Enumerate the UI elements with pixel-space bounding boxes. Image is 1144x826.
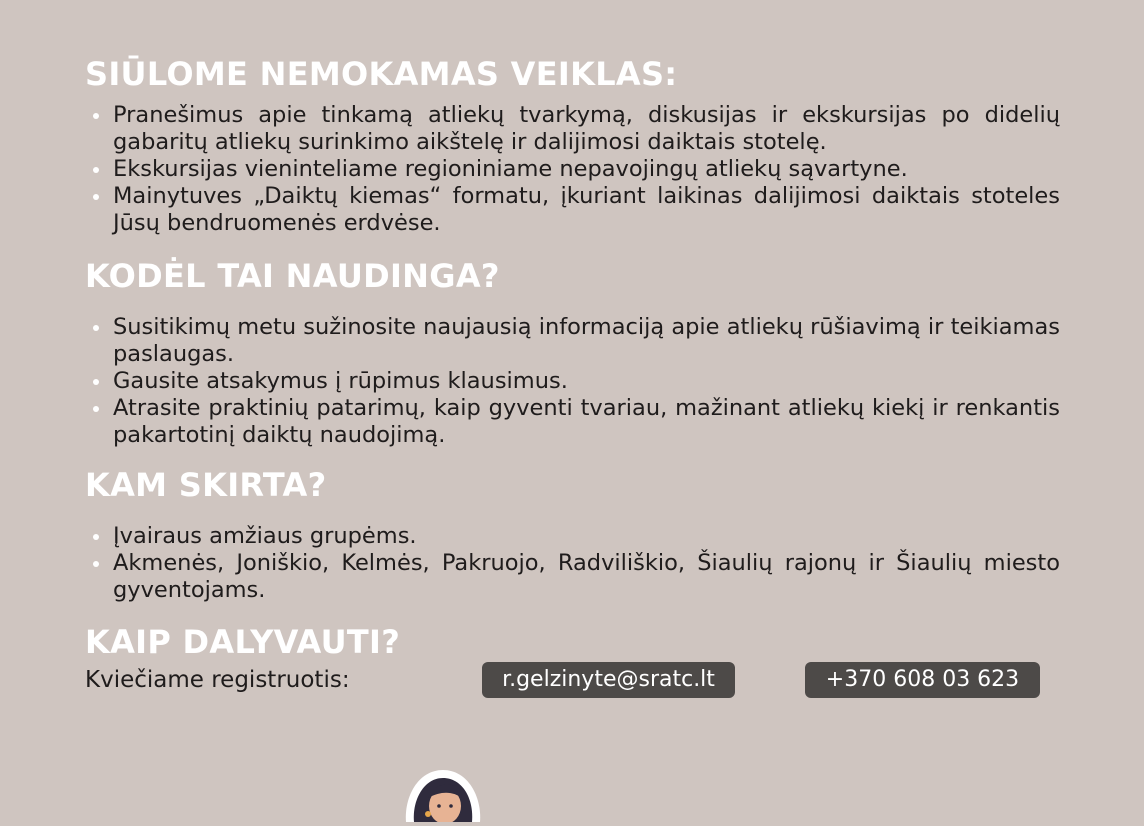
section-title-participate: KAIP DALYVAUTI? [85, 623, 401, 661]
list-item: Gausite atsakymus į rūpimus klausimus. [113, 368, 1060, 395]
section-title-benefits: KODĖL TAI NAUDINGA? [85, 257, 500, 295]
list-item: Įvairaus amžiaus grupėms. [113, 523, 1060, 550]
registration-row [85, 660, 1065, 700]
list-item: Ekskursijas vieninteliame regioniniame nepavojingų atliekų sąvartyne. [113, 156, 1060, 183]
activities-list [85, 102, 1060, 237]
list-item: Pranešimus apie tinkamą atliekų tvarkymą, diskusijas ir ekskursijas po didelių gabaritų atliekų surinkimo aikštelę ir dalijimosi daiktais stotelę. [113, 102, 1060, 155]
audience-list [85, 523, 1060, 604]
registration-label: Kviečiame registruotis: [85, 667, 350, 693]
email-link[interactable]: r.gelzinyte@sratc.lt [482, 662, 735, 698]
section-title-audience: KAM SKIRTA? [85, 466, 327, 504]
benefits-list [85, 314, 1060, 449]
phone-link[interactable]: +370 608 03 623 [805, 662, 1040, 698]
list-item: Mainytuves „Daiktų kiemas“ formatu, įkuriant laikinas dalijimosi daiktais stoteles Jūsų bendruomenės erdvėse. [113, 183, 1060, 236]
woman-avatar-icon [398, 762, 488, 822]
section-title-activities: SIŪLOME NEMOKAMAS VEIKLAS: [85, 55, 678, 93]
flyer-content [85, 50, 1060, 664]
list-item: Atrasite praktinių patarimų, kaip gyventi tvariau, mažinant atliekų kiekį ir renkantis pakartotinį daiktų naudojimą. [113, 395, 1060, 448]
list-item: Akmenės, Joniškio, Kelmės, Pakruojo, Radviliškio, Šiaulių rajonų ir Šiaulių miesto gyventojams. [113, 550, 1060, 603]
list-item: Susitikimų metu sužinosite naujausią informaciją apie atliekų rūšiavimą ir teikiamas paslaugas. [113, 314, 1060, 367]
